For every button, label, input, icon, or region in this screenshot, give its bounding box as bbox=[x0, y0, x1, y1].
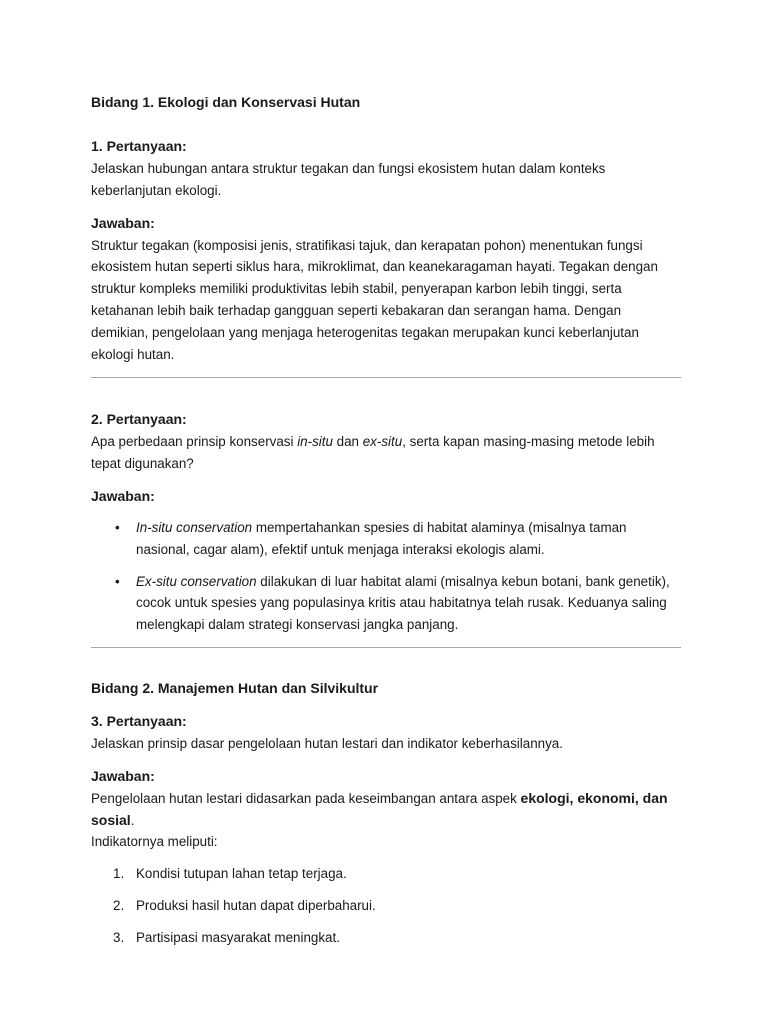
question-1-text: Jelaskan hubungan antara struktur tegakan dan fungsi ekosistem hutan dalam konteks keberlanjutan ekologi. bbox=[91, 161, 606, 198]
list-number: 2. bbox=[113, 897, 125, 913]
list-text: Kondisi tutupan lahan tetap terjaga. bbox=[136, 866, 347, 882]
indicator-intro: Indikatornya meliputi: bbox=[91, 834, 218, 850]
list-text: Produksi hasil hutan dapat diperbaharui. bbox=[136, 897, 376, 913]
question-2-label: 2. Pertanyaan: bbox=[91, 411, 187, 428]
question-2-post: , serta kapan masing-masing metode lebih tepat digunakan? bbox=[91, 434, 655, 472]
bullet-term: In-situ conservation bbox=[136, 519, 253, 535]
answer-1-text: Struktur tegakan (komposisi jenis, stratifikasi tajuk, dan kerapatan pohon) menentukan fungsi ekosistem hutan seperti siklus hara, mikroklimat, dan keanekaragaman hayati. Tegakan dengan struktur kompleks memiliki produktivitas lebih stabil, penyerapan karbon lebih tinggi, serta ketahanan lebih baik terhadap gangguan seperti kebakaran dan serangan hama. Dengan demikian, pengelolaan yang menjaga heterogenitas tegakan merupakan kunci keberlanjutan ekologi hutan. bbox=[91, 237, 658, 362]
divider-2 bbox=[91, 647, 681, 648]
answer-3-label: Jawaban: bbox=[91, 767, 155, 784]
list-item bbox=[91, 517, 681, 561]
question-2-pre: Apa perbedaan prinsip konservasi bbox=[91, 434, 298, 450]
bullet-term: Ex-situ conservation bbox=[136, 573, 257, 589]
bullet-text: mempertahankan spesies di habitat alaminya (misalnya taman nasional, cagar alam), efektif untuk menjaga interaksi ekologis alami. bbox=[136, 519, 627, 557]
bullet-icon: • bbox=[115, 573, 120, 589]
list-item bbox=[91, 571, 681, 636]
question-2-text bbox=[91, 431, 681, 475]
answer-2-bullet-list bbox=[91, 517, 681, 636]
bullet-icon: • bbox=[115, 519, 120, 535]
document-content bbox=[91, 88, 681, 949]
indicator-list bbox=[91, 863, 681, 948]
section-2-title: Bidang 2. Manajemen Hutan dan Silvikultur bbox=[91, 679, 379, 696]
divider-1 bbox=[91, 377, 681, 378]
answer-3-post: . bbox=[130, 812, 135, 828]
list-item bbox=[91, 895, 681, 917]
answer-3-text bbox=[91, 788, 681, 832]
question-2-mid: dan bbox=[332, 434, 363, 450]
answer-2-label: Jawaban: bbox=[91, 487, 155, 504]
list-number: 3. bbox=[113, 929, 125, 945]
question-3-text: Jelaskan prinsip dasar pengelolaan hutan lestari dan indikator keberhasilannya. bbox=[91, 735, 563, 751]
answer-3-pre: Pengelolaan hutan lestari didasarkan pada keseimbangan antara aspek bbox=[91, 790, 521, 806]
answer-1-label: Jawaban: bbox=[91, 214, 155, 231]
bullet-text: dilakukan di luar habitat alami (misalnya kebun botani, bank genetik), cocok untuk spesies yang populasinya kritis atau habitatnya telah rusak. Keduanya saling melengkapi dalam strategi konservasi jangka panjang. bbox=[136, 573, 670, 633]
question-1-label: 1. Pertanyaan: bbox=[91, 138, 187, 154]
list-item bbox=[91, 927, 681, 949]
answer-3-bold: ekologi, ekonomi, dan sosial bbox=[91, 789, 668, 828]
list-number: 1. bbox=[113, 866, 125, 882]
question-2-em-exsitu: ex-situ bbox=[362, 434, 403, 450]
section-1-title: Bidang 1. Ekologi dan Konservasi Hutan bbox=[91, 94, 361, 110]
question-2-em-insitu: in-situ bbox=[297, 434, 333, 450]
list-text: Partisipasi masyarakat meningkat. bbox=[136, 929, 340, 945]
question-3-label: 3. Pertanyaan: bbox=[91, 712, 187, 729]
list-item bbox=[91, 863, 681, 885]
